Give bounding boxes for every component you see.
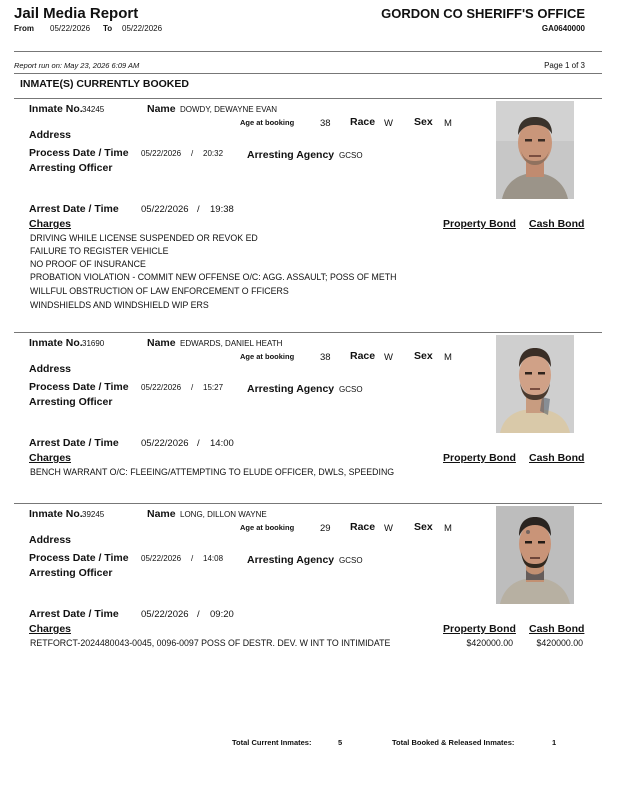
from-label: From	[14, 24, 34, 33]
name-value: DOWDY, DEWAYNE EVAN	[180, 105, 278, 114]
process-time: 14:08	[203, 554, 224, 563]
arrest-label: Arrest Date / Time	[29, 203, 119, 215]
mugshot-photo	[496, 506, 574, 604]
charge-item: DRIVING WHILE LICENSE SUSPENDED OR REVOK ED	[30, 233, 258, 243]
total-released-label: Total Booked & Released Inmates:	[392, 738, 515, 747]
slash: /	[191, 554, 194, 563]
age-label: Age at booking	[240, 118, 295, 127]
divider	[14, 332, 602, 333]
cash-bond-label: Cash Bond	[529, 218, 585, 230]
age-value: 38	[320, 118, 331, 129]
sheriff-office-name: GORDON CO SHERIFF'S OFFICE	[381, 6, 585, 21]
charge-item: RETFORCT-2024480043-0045, 0096-0097 POSS OF DESTR. DEV. W INT TO INTIMIDATE	[30, 638, 391, 648]
charges-label: Charges	[29, 623, 72, 635]
total-released-value: 1	[552, 738, 557, 747]
arresting-officer-label: Arresting Officer	[29, 567, 113, 579]
name-label: Name	[147, 103, 176, 115]
arrest-date: 05/22/2026	[141, 438, 189, 449]
inmate-no-label: Inmate No.	[29, 103, 83, 115]
charge-item: BENCH WARRANT O/C: FLEEING/ATTEMPTING TO ELUDE OFFICER, DWLS, SPEEDING	[30, 467, 395, 477]
slash: /	[197, 438, 200, 449]
name-value: LONG, DILLON WAYNE	[180, 510, 267, 519]
age-value: 29	[320, 523, 331, 534]
to-label: To	[103, 24, 113, 33]
process-date: 05/22/2026	[141, 383, 182, 392]
property-bond-label: Property Bond	[443, 452, 516, 464]
arresting-officer-label: Arresting Officer	[29, 396, 113, 408]
age-label: Age at booking	[240, 523, 295, 532]
charge-item: WILLFUL OBSTRUCTION OF LAW ENFORCEMENT O FFICERS	[30, 286, 289, 296]
charge-item: NO PROOF OF INSURANCE	[30, 259, 146, 269]
name-value: EDWARDS, DANIEL HEATH	[180, 339, 283, 348]
inmate-no-label: Inmate No.	[29, 508, 83, 520]
process-label: Process Date / Time	[29, 552, 129, 564]
inmate-no-value: 31690	[82, 339, 105, 348]
property-bond-label: Property Bond	[443, 623, 516, 635]
report-run-on: Report run on: May 23, 2026 6:09 AM	[14, 61, 140, 70]
sex-label: Sex	[414, 350, 433, 362]
page-number: Page 1 of 3	[544, 61, 585, 70]
mugshot-photo	[496, 335, 574, 433]
sex-value: M	[444, 523, 452, 534]
to-date: 05/22/2026	[122, 24, 163, 33]
property-bond-value: $420000.00	[466, 638, 513, 648]
process-label: Process Date / Time	[29, 147, 129, 159]
total-current-value: 5	[338, 738, 343, 747]
race-label: Race	[350, 521, 376, 533]
inmate-no-value: 34245	[82, 105, 105, 114]
arresting-officer-label: Arresting Officer	[29, 162, 113, 174]
cash-bond-label: Cash Bond	[529, 452, 585, 464]
race-value: W	[384, 352, 393, 363]
arrest-time: 14:00	[210, 438, 234, 449]
charges-label: Charges	[29, 218, 72, 230]
total-current-label: Total Current Inmates:	[232, 738, 312, 747]
arrest-date: 05/22/2026	[141, 609, 189, 620]
sex-label: Sex	[414, 116, 433, 128]
inmate-no-value: 39245	[82, 510, 105, 519]
arrest-label: Arrest Date / Time	[29, 437, 119, 449]
divider	[14, 73, 602, 74]
divider	[14, 503, 602, 504]
charge-item: PROBATION VIOLATION - COMMIT NEW OFFENSE O/C: AGG. ASSAULT; POSS OF METH	[30, 272, 397, 282]
arresting-agency-label: Arresting Agency	[247, 383, 335, 395]
age-value: 38	[320, 352, 331, 363]
from-date: 05/22/2026	[50, 24, 91, 33]
charges-label: Charges	[29, 452, 72, 464]
process-date: 05/22/2026	[141, 554, 182, 563]
address-label: Address	[29, 363, 72, 375]
process-date: 05/22/2026	[141, 149, 182, 158]
slash: /	[191, 149, 194, 158]
name-label: Name	[147, 508, 176, 520]
address-label: Address	[29, 129, 72, 141]
divider	[14, 51, 602, 52]
charge-item: FAILURE TO REGISTER VEHICLE	[30, 246, 169, 256]
arrest-time: 19:38	[210, 204, 234, 215]
slash: /	[191, 383, 194, 392]
arresting-agency-value: GCSO	[339, 151, 363, 160]
report-title: Jail Media Report	[14, 5, 139, 22]
race-label: Race	[350, 350, 376, 362]
charge-item: WINDSHIELDS AND WINDSHIELD WIP ERS	[30, 300, 209, 310]
race-value: W	[384, 523, 393, 534]
process-time: 20:32	[203, 149, 224, 158]
cash-bond-label: Cash Bond	[529, 623, 585, 635]
section-title: INMATE(S) CURRENTLY BOOKED	[20, 78, 189, 90]
slash: /	[197, 609, 200, 620]
arrest-label: Arrest Date / Time	[29, 608, 119, 620]
process-label: Process Date / Time	[29, 381, 129, 393]
mugshot-photo	[496, 101, 574, 199]
sex-label: Sex	[414, 521, 433, 533]
address-label: Address	[29, 534, 72, 546]
age-label: Age at booking	[240, 352, 295, 361]
name-label: Name	[147, 337, 176, 349]
arresting-agency-value: GCSO	[339, 385, 363, 394]
slash: /	[197, 204, 200, 215]
process-time: 15:27	[203, 383, 224, 392]
cash-bond-value: $420000.00	[536, 638, 583, 648]
inmate-no-label: Inmate No.	[29, 337, 83, 349]
sex-value: M	[444, 118, 452, 129]
arresting-agency-value: GCSO	[339, 556, 363, 565]
divider	[14, 98, 602, 99]
sex-value: M	[444, 352, 452, 363]
arresting-agency-label: Arresting Agency	[247, 149, 335, 161]
property-bond-label: Property Bond	[443, 218, 516, 230]
arrest-date: 05/22/2026	[141, 204, 189, 215]
arresting-agency-label: Arresting Agency	[247, 554, 335, 566]
agency-code: GA0640000	[541, 24, 585, 33]
race-label: Race	[350, 116, 376, 128]
arrest-time: 09:20	[210, 609, 234, 620]
race-value: W	[384, 118, 393, 129]
